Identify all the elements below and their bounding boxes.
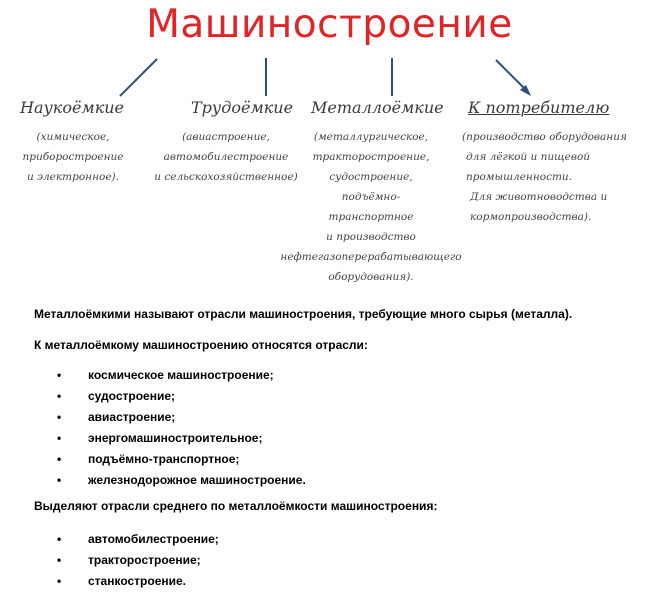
connector-consumer [496,60,528,92]
category-labour: Трудоёмкие [191,98,294,117]
description-line: и электронное). [27,171,119,183]
description-line: кормопроизводства). [470,211,592,223]
description-science [14,127,132,187]
description-line: (металлургическое, [313,131,429,143]
connector-science [120,59,157,96]
description-line: для лёгкой и пищевой [466,151,591,163]
description-line: промышленности. [466,171,572,183]
description-line: оборудования). [328,271,414,283]
description-line: подъёмно- [341,191,401,203]
heavy-intro: К металлоёмкому машиностроению относятся отрасли: [34,338,368,352]
description-line: нефтегазоперерабатывающего [280,251,462,263]
description-line: (производство оборудования [462,131,627,143]
description-line: судостроение, [329,171,413,183]
description-line: и производство [326,231,416,243]
description-line: Для животноводства и [470,191,608,203]
description-line: (химическое, [36,131,110,143]
diagram [0,0,659,298]
description-line: (авиастроение, [182,131,270,143]
diagram-title: Машиностроение [146,2,513,47]
description-line: транспортное [328,211,414,223]
category-consumer: К потребителю [468,98,610,117]
description-line: и сельскохозяйственное) [154,171,298,183]
definition-paragraph: Металлоёмкими называют отрасли машиностроения, требующие много сырья (металла). [34,307,573,321]
description-line: приборостроение [22,151,124,163]
description-metal [268,127,474,287]
connector-lines [0,0,659,110]
medium-intro: Выделяют отрасли среднего по металлоёмкости машиностроения: [34,499,438,513]
description-line: тракторостроение, [312,151,430,163]
description-consumer [462,127,652,227]
category-science: Наукоёмкие [20,98,125,117]
description-line: автомобилестроение [163,151,289,163]
category-metal: Металлоёмкие [311,98,444,117]
